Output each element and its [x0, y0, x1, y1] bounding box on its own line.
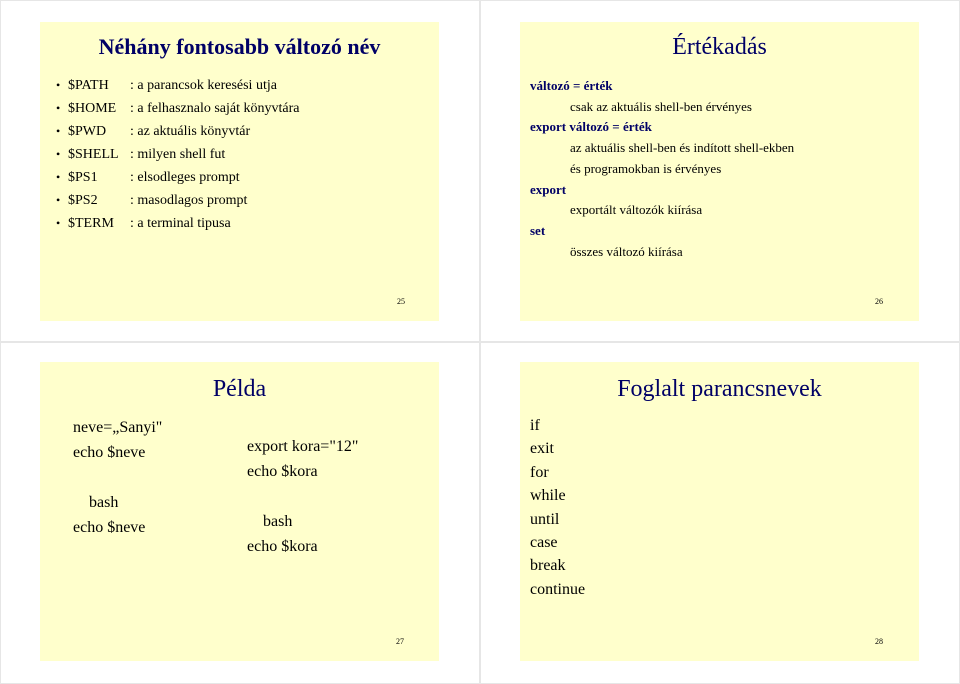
variable-item	[56, 189, 299, 212]
slide-title: Értékadás	[672, 34, 767, 60]
command-item: if	[530, 417, 540, 434]
code-line: neve=„Sanyi"	[73, 419, 163, 436]
bullet-icon: •	[56, 216, 61, 230]
variable-item	[56, 120, 299, 143]
code-line: echo $kora	[247, 463, 318, 480]
variable-description: : az aktuális könyvtár	[130, 124, 251, 139]
variable-description: : milyen shell fut	[130, 147, 226, 162]
page-number: 25	[397, 297, 405, 306]
assignment-keyword: export változó = érték	[530, 119, 652, 135]
code-line: echo $kora	[247, 538, 318, 555]
variable-name: $HOME	[68, 101, 117, 116]
variable-name: $TERM	[68, 216, 114, 231]
variable-item	[56, 74, 299, 97]
code-block-right	[247, 434, 358, 559]
assignment-keyword: export	[530, 181, 567, 197]
assignment-keyword: set	[530, 222, 546, 238]
reserved-command-list	[530, 414, 585, 601]
variable-name: $PATH	[68, 78, 109, 93]
code-line: export kora="12"	[247, 438, 359, 455]
code-line	[247, 484, 358, 509]
assignment-description: az aktuális shell-ben és indított shell-ekben	[570, 140, 795, 156]
assignment-description: összes változó kiírása	[570, 243, 683, 259]
slide-title: Foglalt parancsnevek	[617, 376, 822, 402]
variable-item	[56, 143, 299, 166]
page-number: 27	[396, 637, 404, 646]
bullet-icon: •	[56, 147, 61, 161]
slide-26	[520, 22, 919, 321]
code-line	[73, 465, 162, 490]
variable-item	[56, 166, 299, 189]
command-item: case	[530, 534, 558, 552]
variable-description: : a felhasznalo saját könyvtára	[130, 101, 300, 116]
bullet-icon: •	[56, 78, 61, 92]
assignment-text	[530, 76, 794, 262]
slide-28	[520, 362, 919, 661]
command-item: until	[530, 510, 560, 528]
variable-name: $PWD	[68, 124, 107, 139]
variable-description: : elsodleges prompt	[130, 170, 240, 185]
variable-description: : a terminal tipusa	[130, 216, 231, 231]
bullet-icon: •	[56, 101, 61, 115]
variable-name: $PS1	[68, 170, 98, 185]
command-item: exit	[530, 440, 554, 458]
page-number: 26	[875, 297, 883, 306]
command-item: continue	[530, 580, 586, 598]
command-item: while	[530, 487, 566, 505]
code-block-left	[73, 415, 162, 540]
code-line: bash	[89, 494, 119, 511]
command-item: for	[530, 463, 549, 481]
variable-name: $SHELL	[68, 147, 119, 162]
command-item: break	[530, 557, 566, 575]
slide-title: Példa	[212, 376, 267, 402]
bullet-icon: •	[56, 170, 61, 184]
code-line: echo $neve	[73, 444, 146, 461]
code-line: echo $neve	[73, 519, 146, 536]
slide-title: Néhány fontosabb változó név	[98, 34, 381, 59]
code-line: bash	[263, 513, 293, 530]
bullet-icon: •	[56, 193, 61, 207]
variable-list	[56, 74, 299, 235]
page-number: 28	[875, 637, 883, 646]
variable-name: $PS2	[68, 193, 98, 208]
slide-25	[40, 22, 439, 321]
assignment-description: és programokban is érvényes	[570, 160, 722, 176]
variable-item	[56, 97, 299, 120]
assignment-keyword: változó = érték	[530, 78, 613, 93]
assignment-description: exportált változók kiírása	[570, 202, 703, 218]
bullet-icon: •	[56, 124, 61, 138]
variable-item	[56, 212, 299, 235]
variable-description: : masodlagos prompt	[130, 193, 248, 208]
slide-27	[40, 362, 439, 661]
variable-description: : a parancsok keresési utja	[130, 78, 277, 93]
assignment-description: csak az aktuális shell-ben érvényes	[570, 98, 752, 114]
